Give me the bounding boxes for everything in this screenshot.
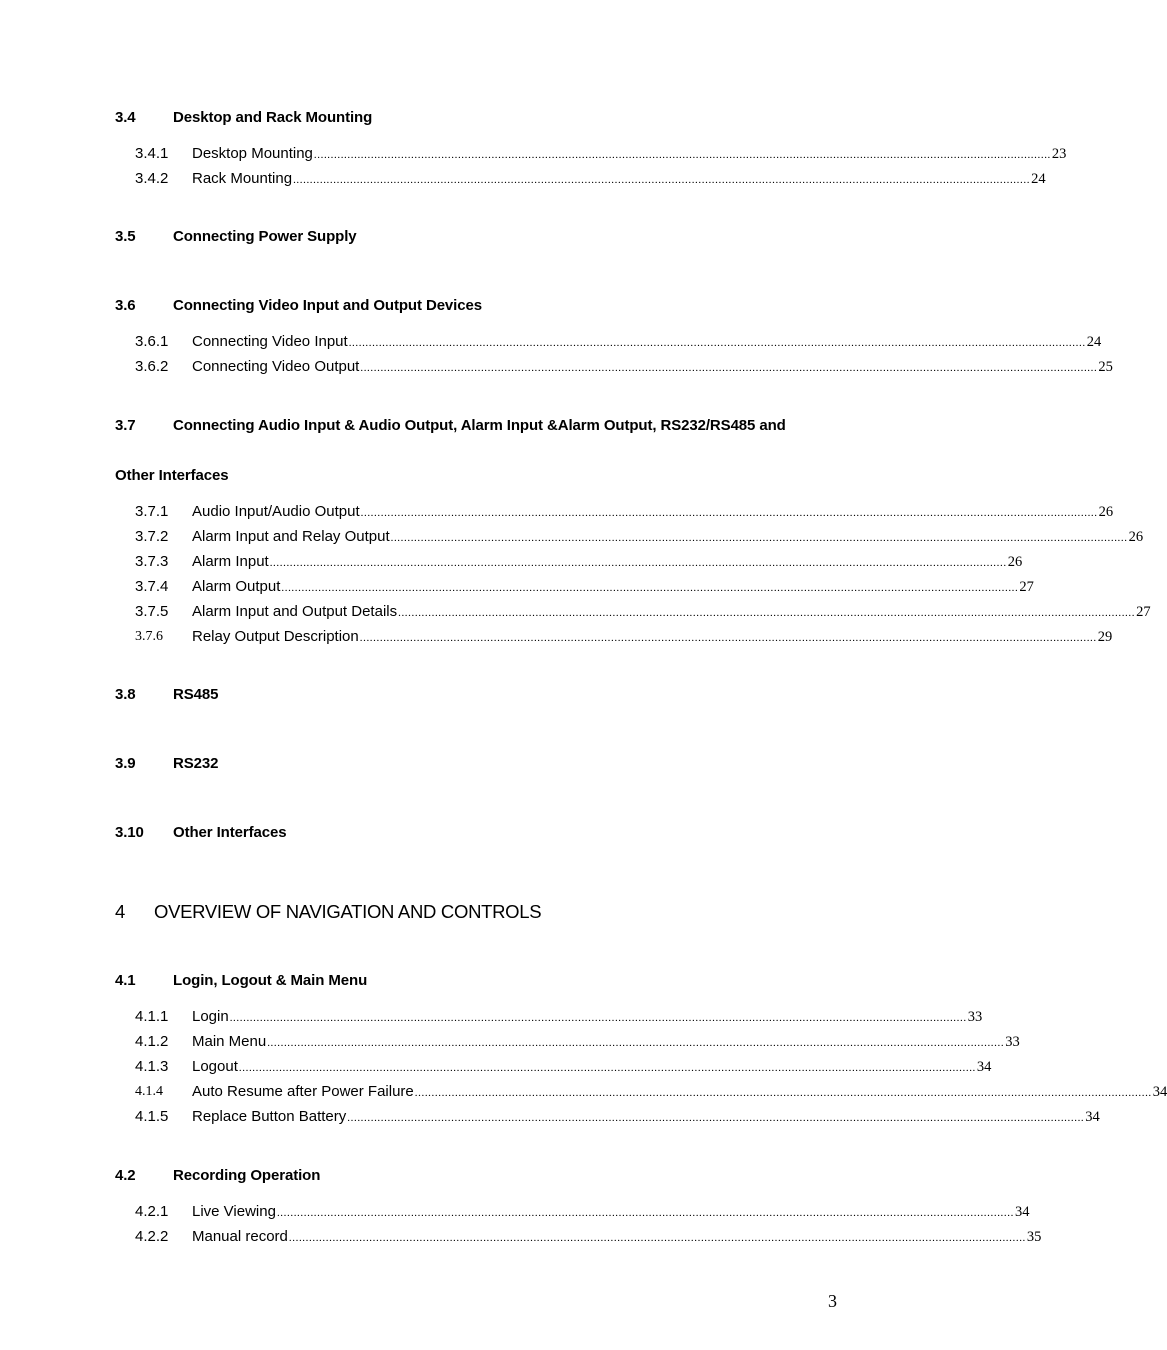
entry-label: Alarm Input [192,553,269,570]
toc-entry[interactable] [135,577,1034,597]
entry-page: 26 [1098,504,1114,520]
dot-leader: ............................................................................................................................................................................................................................ [347,1112,1085,1124]
section-title: RS485 [173,686,219,703]
entry-number: 3.4.2 [135,170,169,187]
entry-number: 4.1.1 [135,1008,169,1025]
entry-page: 34 [1085,1109,1100,1125]
dot-leader: ............................................................................................................................................................................................................................ [281,582,1019,594]
entry-label: Rack Mounting [192,170,293,187]
chapter-title: OVERVIEW OF NAVIGATION AND CONTROLS [154,901,542,922]
dot-leader: ............................................................................................................................................................................................................................ [360,362,1098,374]
section-number: 4.1 [115,972,136,989]
entry-page: 27 [1019,579,1034,595]
dot-leader: ............................................................................................................................................................................................................................ [288,1232,1026,1244]
entry-label: Alarm Output [192,578,281,595]
entry-page: 34 [976,1059,992,1075]
toc-entry[interactable] [135,144,1067,164]
entry-label: Replace Button Battery [192,1108,347,1125]
entry-number: 4.2.1 [135,1203,169,1220]
entry-label: Main Menu [192,1033,267,1050]
dot-leader: ............................................................................................................................................................................................................................ [293,174,1031,186]
entry-page: 23 [1051,146,1067,162]
section-title: Connecting Video Input and Output Devices [173,297,482,314]
section-number: 3.6 [115,297,136,314]
entry-number: 3.6.2 [135,358,169,375]
page-number: 3 [828,1291,837,1311]
toc-entry[interactable] [135,1202,1030,1222]
toc-entry[interactable] [135,1032,1020,1052]
section-title: RS232 [173,755,219,772]
dot-leader: ............................................................................................................................................................................................................................ [414,1087,1152,1099]
toc-entry[interactable] [135,1227,1042,1247]
entry-label: Alarm Input and Relay Output [192,528,390,545]
dot-leader: ............................................................................................................................................................................................................................ [348,337,1086,349]
dot-leader: ............................................................................................................................................................................................................................ [276,1207,1014,1219]
entry-label: Alarm Input and Output Details [192,603,398,620]
dot-leader: ............................................................................................................................................................................................................................ [267,1037,1005,1049]
entry-page: 24 [1031,171,1046,187]
entry-page: 26 [1007,554,1023,570]
entry-label: Live Viewing [192,1203,276,1220]
dot-leader: ............................................................................................................................................................................................................................ [390,532,1128,544]
entry-page: 35 [1026,1229,1042,1245]
dot-leader: ............................................................................................................................................................................................................................ [313,149,1051,161]
toc-entry[interactable] [135,332,1102,352]
entry-label: Connecting Video Input [192,333,348,350]
entry-label: Desktop Mounting [192,145,313,162]
section-title-continuation: Other Interfaces [115,467,229,484]
entry-page: 33 [967,1009,983,1025]
entry-label: Auto Resume after Power Failure [192,1083,414,1100]
entry-number: 4.2.2 [135,1228,169,1245]
toc-entry[interactable] [135,602,1151,622]
entry-number: 3.6.1 [135,333,169,350]
toc-entry[interactable] [135,1082,1167,1102]
entry-number: 4.1.5 [135,1108,169,1125]
dot-leader: ............................................................................................................................................................................................................................ [238,1062,976,1074]
section-number: 3.9 [115,755,136,772]
section-title: Connecting Power Supply [173,228,357,245]
toc-entry[interactable] [135,357,1113,377]
entry-page: 26 [1128,529,1144,545]
entry-number: 3.7.2 [135,528,169,545]
entry-number: 4.1.3 [135,1058,169,1075]
section-title: Connecting Audio Input & Audio Output, Alarm Input &Alarm Output, RS232/RS485 and [173,417,786,434]
entry-page: 27 [1136,604,1151,620]
toc-entry[interactable] [135,627,1113,647]
dot-leader: ............................................................................................................................................................................................................................ [269,557,1007,569]
toc-entry[interactable] [135,1057,992,1077]
entry-number: 3.7.3 [135,553,169,570]
entry-number: 4.1.4 [135,1084,163,1099]
entry-page: 33 [1005,1034,1020,1050]
entry-label: Manual record [192,1228,288,1245]
dot-leader: ............................................................................................................................................................................................................................ [229,1012,967,1024]
toc-entry[interactable] [135,1007,983,1027]
dot-leader: ............................................................................................................................................................................................................................ [398,607,1136,619]
entry-label: Audio Input/Audio Output [192,503,360,520]
entry-label: Login [192,1008,229,1025]
entry-page: 34 [1152,1084,1167,1100]
section-title: Other Interfaces [173,824,287,841]
toc-entry[interactable] [135,527,1144,547]
entry-number: 3.7.1 [135,503,169,520]
entry-page: 24 [1086,334,1102,350]
entry-number: 3.7.6 [135,629,163,644]
toc-entry[interactable] [135,552,1023,572]
entry-number: 3.7.5 [135,603,169,620]
entry-page: 34 [1014,1204,1030,1220]
toc-entry[interactable] [135,502,1114,522]
toc-entry[interactable] [135,169,1046,189]
entry-label: Connecting Video Output [192,358,360,375]
section-number: 3.10 [115,824,144,841]
entry-number: 3.7.4 [135,578,169,595]
dot-leader: ............................................................................................................................................................................................................................ [360,507,1098,519]
section-title: Desktop and Rack Mounting [173,109,373,126]
section-title: Login, Logout & Main Menu [173,972,368,989]
section-number: 3.4 [115,109,136,126]
entry-label: Relay Output Description [192,628,359,645]
toc-entry[interactable] [135,1107,1100,1127]
section-number: 3.8 [115,686,136,703]
entry-label: Logout [192,1058,238,1075]
entry-number: 4.1.2 [135,1033,169,1050]
chapter-number: 4 [115,901,125,922]
entry-page: 29 [1097,629,1113,645]
entry-number: 3.4.1 [135,145,169,162]
section-title: Recording Operation [173,1167,321,1184]
dot-leader: ............................................................................................................................................................................................................................ [359,632,1097,644]
section-number: 4.2 [115,1167,136,1184]
entry-page: 25 [1098,359,1113,375]
section-number: 3.7 [115,417,136,434]
section-number: 3.5 [115,228,136,245]
